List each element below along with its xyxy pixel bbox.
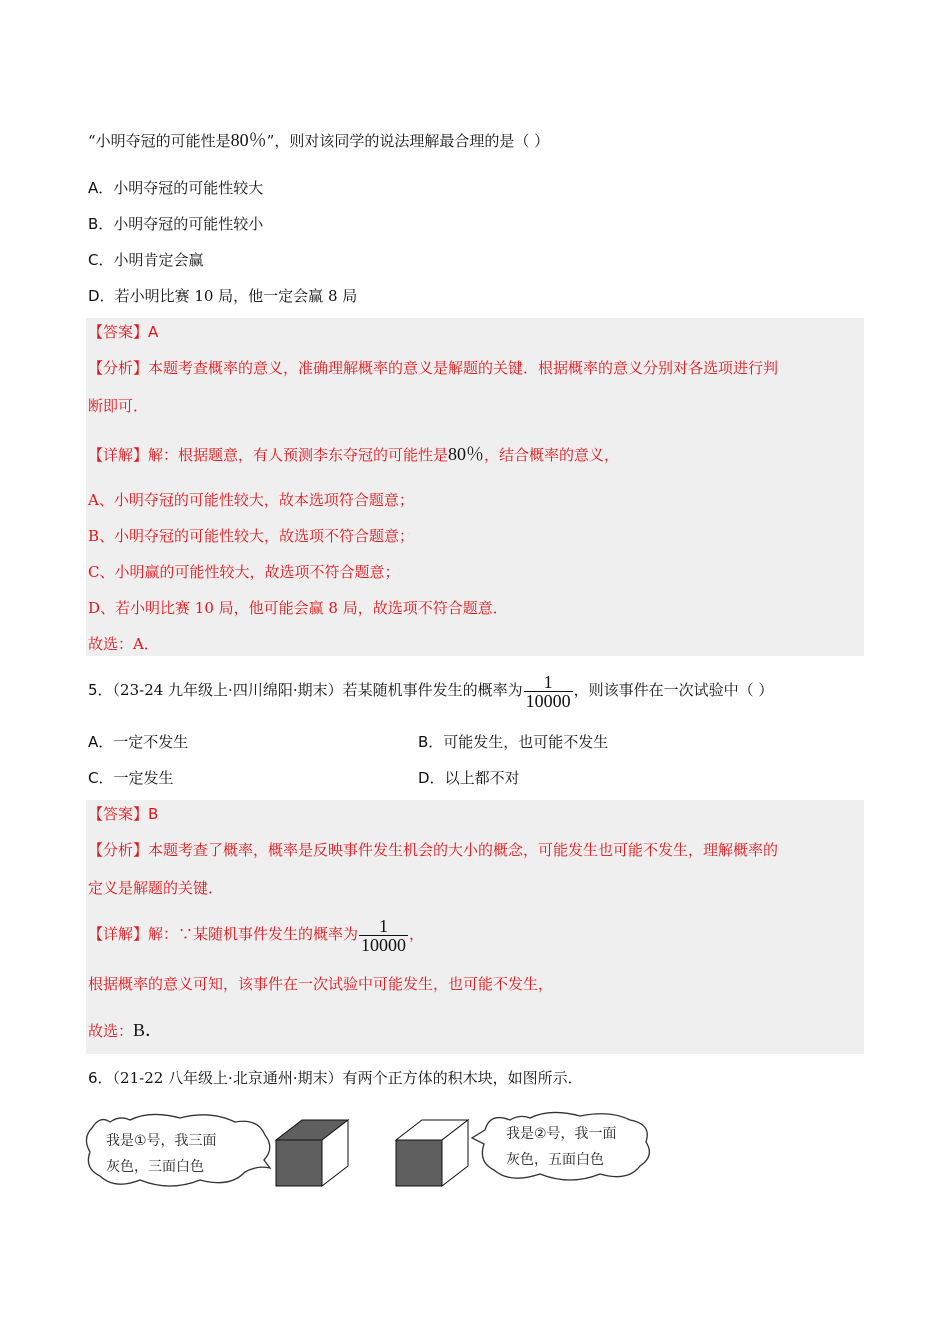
- q4-detail: [88, 442, 619, 467]
- detail-pre: 解：根据题意，有人预测李东夺冠的可能性是: [148, 446, 449, 464]
- choose-value: B．: [133, 1020, 164, 1040]
- q6-stem: [88, 1066, 583, 1090]
- detail-percent: 80％: [448, 444, 485, 464]
- q4-stem-percent: 80％: [230, 130, 267, 150]
- detail-post: ，结合概率的意义，: [484, 446, 620, 464]
- detail-label: 【详解】: [88, 925, 149, 943]
- cube-2-front: [396, 1140, 442, 1186]
- option-text: 以上都不对: [444, 769, 520, 787]
- q5-analysis-cont: [88, 876, 223, 900]
- analysis-label: 【分析】: [88, 841, 149, 859]
- fraction-denominator: 10000: [525, 690, 571, 711]
- q5-detail-line2: [88, 972, 553, 996]
- bubble-1-text: [106, 1128, 217, 1180]
- q4-detail-a: [88, 488, 414, 512]
- option-letter: A．: [88, 179, 114, 197]
- detail-item: B、小明夺冠的可能性较大，故选项不符合题意；: [88, 527, 415, 545]
- detail-item: D、若小明比赛 10 局，他可能会赢 8 局，故选项不符合题意．: [88, 599, 508, 617]
- q4-option-c: [88, 248, 204, 272]
- option-letter: A．: [88, 733, 114, 751]
- option-letter: C．: [88, 251, 114, 269]
- q4-analysis-cont: [88, 394, 148, 418]
- q4-detail-d: [88, 596, 508, 620]
- question-source: （21-22 八年级上·北京通州·期末）: [112, 1069, 343, 1087]
- q6-stem-text: 有两个正方体的积木块，如图所示．: [342, 1069, 583, 1087]
- q4-stem-pre: “小明夺冠的可能性是: [88, 132, 231, 150]
- detail-item: C、小明赢的可能性较大，故选项不符合题意；: [88, 563, 400, 581]
- q5-stem: [88, 670, 773, 710]
- option-letter: B．: [418, 733, 444, 751]
- bubble-1-line1: 我是①号，我三面: [106, 1133, 217, 1149]
- q4-answer: [88, 320, 158, 344]
- fraction-denominator: 10000: [361, 934, 407, 955]
- q4-option-d: [88, 284, 357, 308]
- analysis-label: 【分析】: [88, 359, 149, 377]
- detail-label: 【详解】: [88, 446, 149, 464]
- analysis-text-cont: 断即可．: [88, 397, 149, 415]
- fraction-numerator: 1: [543, 671, 553, 692]
- q5-stem-post: ，则该事件在一次试验中（ ）: [573, 681, 774, 699]
- question-number: 6．: [88, 1069, 113, 1087]
- option-letter: B．: [88, 215, 114, 233]
- answer-label: 【答案】: [88, 323, 149, 341]
- analysis-text: 本题考查概率的意义，准确理解概率的意义是解题的关键．根据概率的意义分别对各选项进行判: [148, 359, 779, 377]
- detail-post: ，: [409, 925, 425, 943]
- option-text: 可能发生，也可能不发生: [443, 733, 609, 751]
- q4-detail-b: [88, 524, 414, 548]
- option-text: 一定发生: [113, 769, 174, 787]
- cube-1-front: [276, 1140, 322, 1186]
- bubble-2-text: [506, 1121, 617, 1173]
- q5-stem-pre: 若某随机事件发生的概率为: [342, 681, 523, 699]
- q4-detail-c: [88, 560, 399, 584]
- q5-fraction: [524, 673, 573, 710]
- option-text: 若小明比赛 10 局，他一定会赢 8 局: [114, 287, 358, 305]
- detail-pre: 解：∵某随机事件发生的概率为: [148, 925, 359, 943]
- q5-option-a: [88, 730, 188, 754]
- q5-choose: [88, 1018, 163, 1043]
- q4-analysis: [88, 356, 778, 380]
- bubble-2-line2: 灰色，五面白色: [506, 1152, 604, 1168]
- q5-option-d: [418, 766, 520, 790]
- option-text: 小明肯定会赢: [113, 251, 204, 269]
- bubble-1-line2: 灰色，三面白色: [106, 1159, 204, 1175]
- answer-value: B: [148, 805, 159, 823]
- detail-text: 根据概率的意义可知，该事件在一次试验中可能发生，也可能不发生，: [88, 975, 554, 993]
- question-source: （23-24 九年级上·四川绵阳·期末）: [112, 681, 343, 699]
- option-letter: D．: [418, 769, 445, 787]
- bubble-2-line1: 我是②号，我一面: [506, 1126, 617, 1142]
- q4-option-b: [88, 212, 263, 236]
- analysis-text: 本题考查了概率，概率是反映事件发生机会的大小的概念，可能发生也可能不发生，理解概率的: [148, 841, 779, 859]
- q4-choose: [88, 632, 159, 656]
- q5-detail: [88, 914, 424, 954]
- q4-option-a: [88, 176, 263, 200]
- question-number: 5．: [88, 681, 113, 699]
- answer-value: A: [148, 323, 159, 341]
- option-text: 小明夺冠的可能性较大: [113, 179, 264, 197]
- detail-item: A、小明夺冠的可能性较大，故本选项符合题意；: [88, 491, 414, 509]
- q5-detail-fraction: [359, 917, 408, 954]
- option-letter: D．: [88, 287, 115, 305]
- option-letter: C．: [88, 769, 114, 787]
- answer-label: 【答案】: [88, 805, 149, 823]
- q5-option-b: [418, 730, 608, 754]
- q5-analysis: [88, 838, 778, 862]
- q4-stem: [88, 128, 549, 153]
- option-text: 一定不发生: [113, 733, 189, 751]
- analysis-text-cont: 定义是解题的关键．: [88, 879, 224, 897]
- q4-stem-post: ”，则对该同学的说法理解最合理的是（ ）: [266, 132, 550, 150]
- q5-option-c: [88, 766, 174, 790]
- choose-text: 故选：A．: [88, 635, 159, 653]
- fraction-numerator: 1: [379, 915, 389, 936]
- q5-answer: [88, 802, 158, 826]
- choose-text: 故选：: [88, 1022, 134, 1040]
- option-text: 小明夺冠的可能性较小: [113, 215, 264, 233]
